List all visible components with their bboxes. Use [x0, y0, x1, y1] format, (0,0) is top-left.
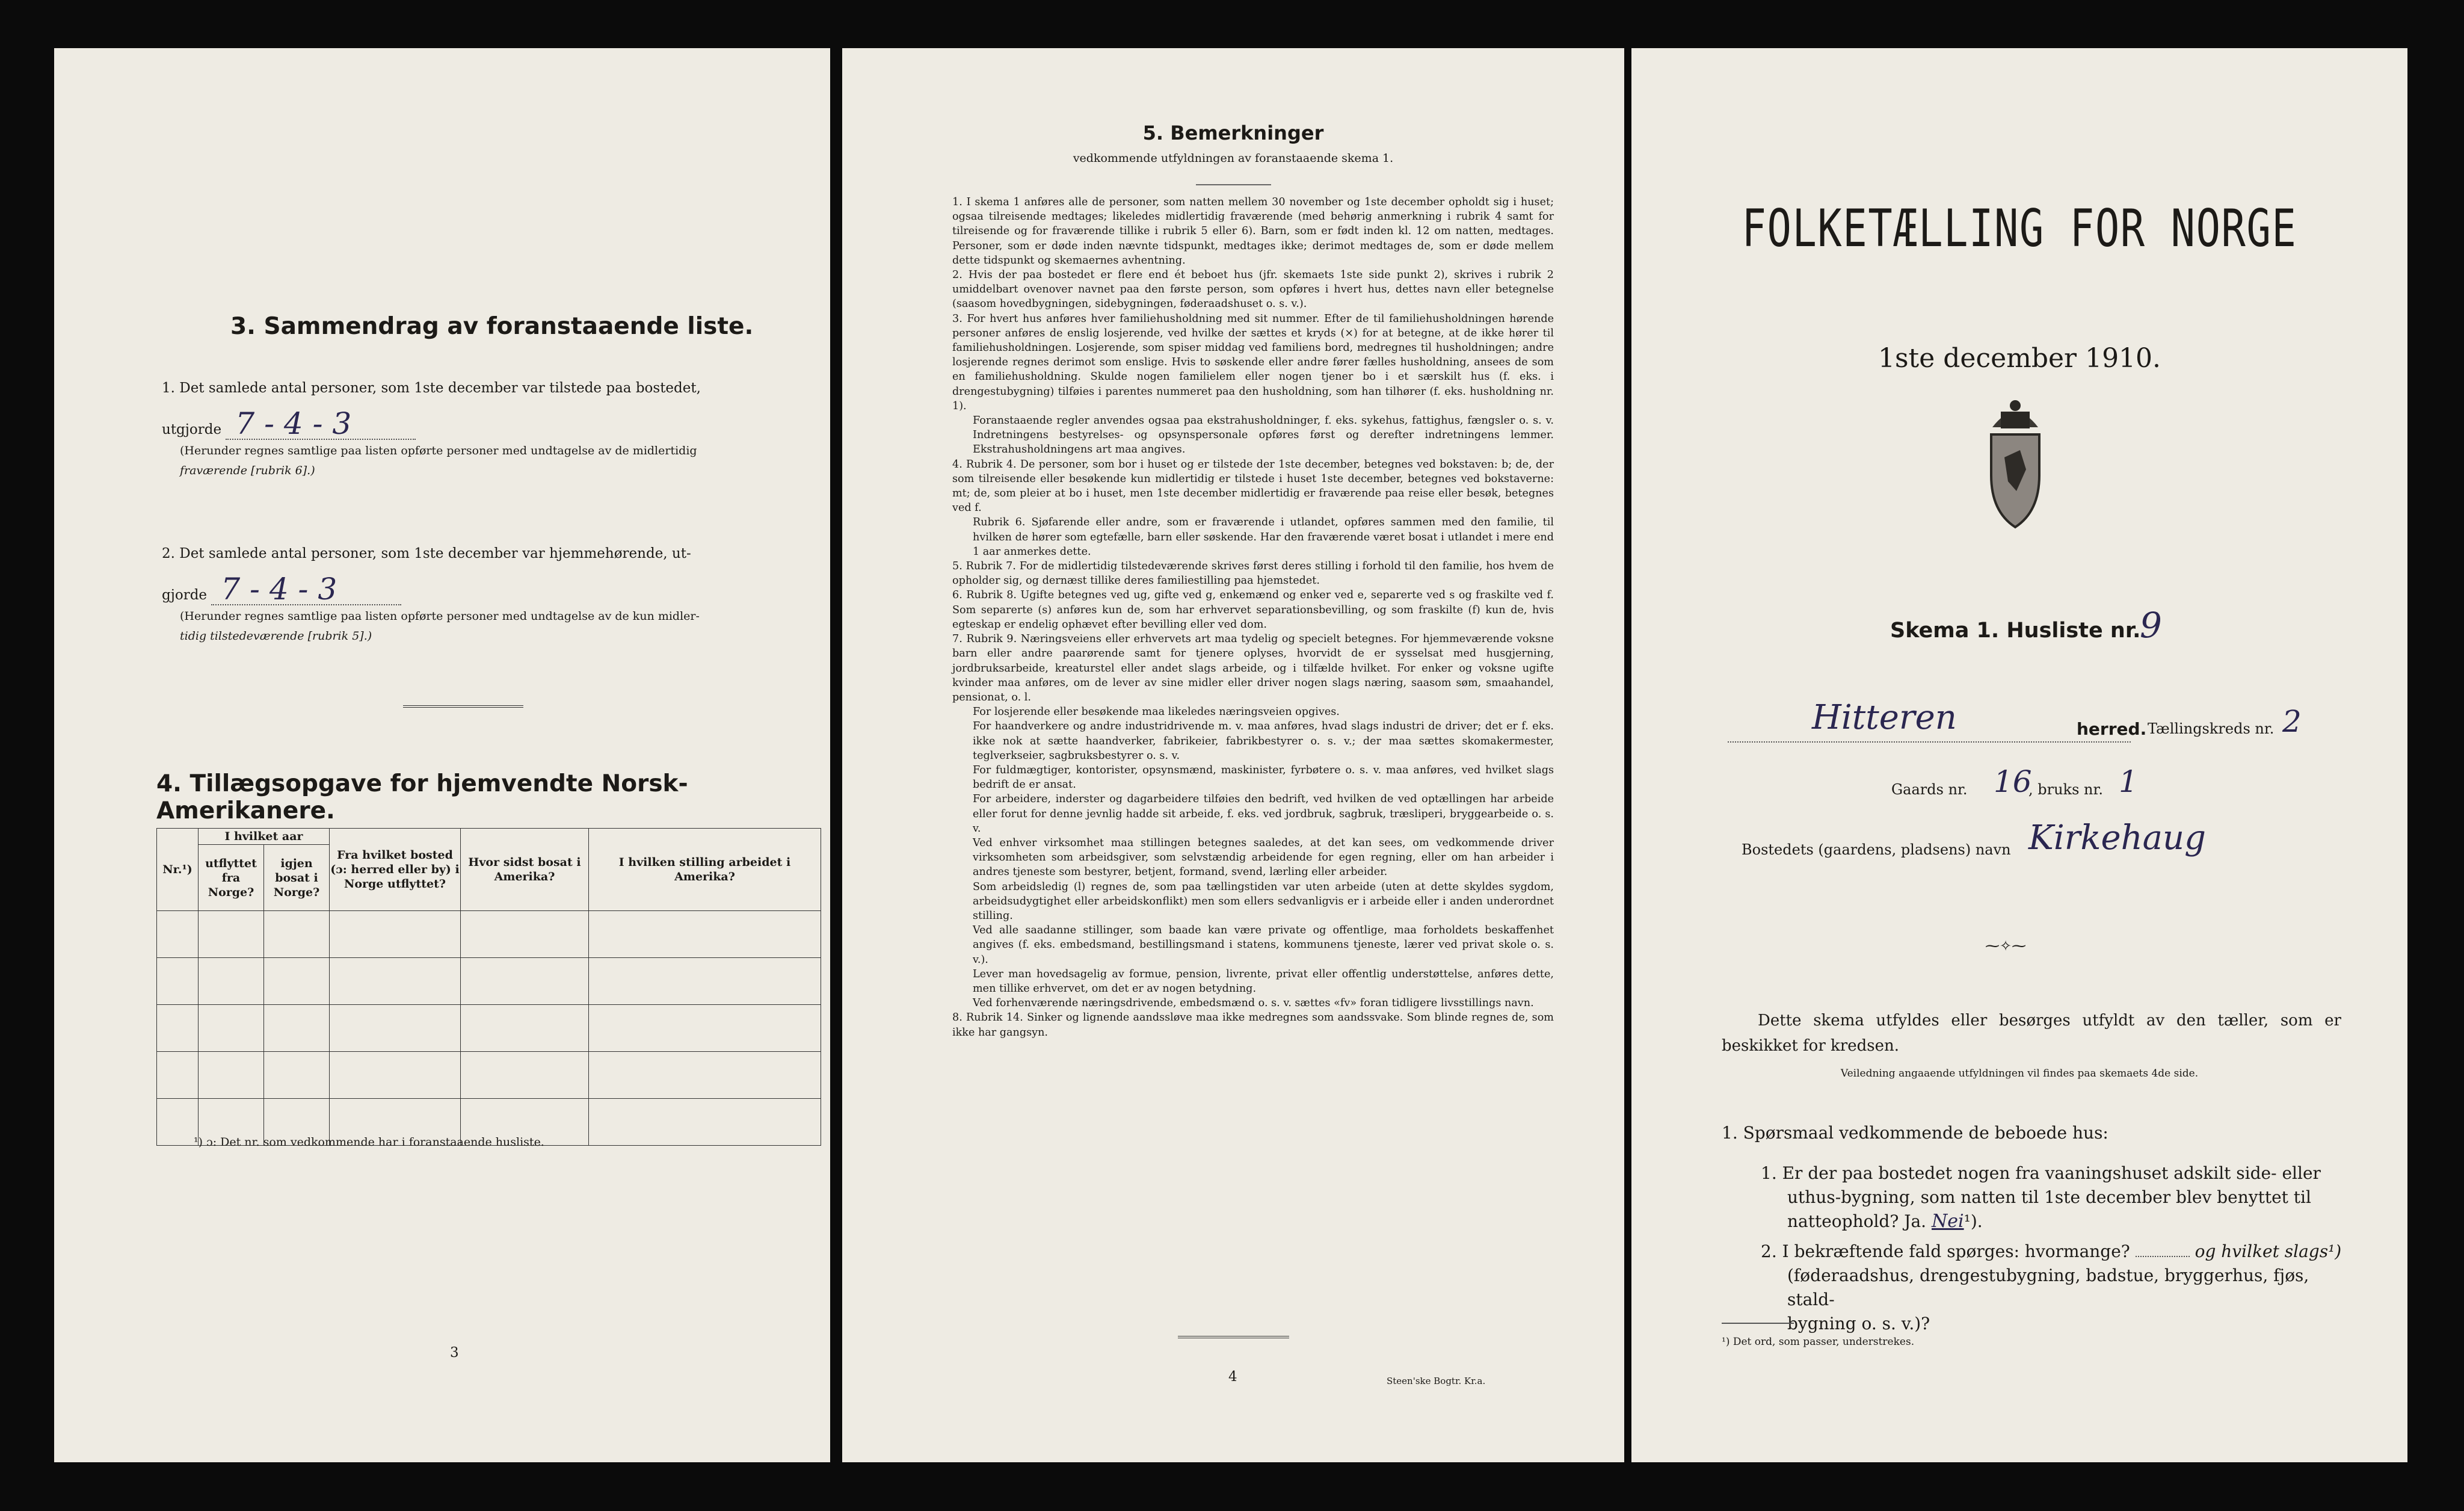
remark-paragraph: 5. Rubrik 7. For de midlertidig tilstedeværende skrives først deres stilling i forhold til den familie, hos hvem de opholder sig, og dernæst tillike deres familiestilling paa hjemstedet. — [952, 560, 1554, 587]
q1-line2: uthus-bygning, som natten til 1ste december blev benyttet til — [1787, 1187, 2311, 1207]
remarks-title: 5. Bemerkninger — [1142, 122, 1324, 144]
footnote: ¹) Det ord, som passer, understrekes. — [1722, 1336, 1915, 1348]
col-nr: Nr.¹) — [157, 829, 199, 911]
table-row — [157, 958, 821, 1005]
gaards-label: Gaards nr. — [1891, 781, 1968, 798]
col-utflyttet: utflyttet fra Norge? — [199, 845, 264, 911]
col-bosted: Fra hvilket bosted (ɔ: herred eller by) i Norge utflyttet? — [330, 829, 461, 911]
section-3-title: 3. Sammendrag av foranstaaende liste. — [230, 313, 754, 340]
q1-answer: Nei — [1932, 1211, 1964, 1232]
item-1-text: 1. Det samlede antal personer, som 1ste december var tilstede paa bostedet, — [162, 380, 701, 396]
remark-paragraph: 2. Hvis der paa bostedet er flere end ét beboet hus (jfr. skemaets 1ste side punkt 2), skrives i rubrik 2 umiddelbart ovenover navnet paa den første person, som opføres i hvert hus, dettes navn eller betegnelse (saasom hovedbygningen, sidebygningen, føderaadshuset o. s. v.). — [952, 269, 1554, 311]
table-row — [157, 911, 821, 958]
remark-paragraph: 8. Rubrik 14. Sinker og lignende aandssløve maa ikke medregnes som aandssvake. Som blinde regnes de, som ikke har gangsyn. — [952, 1012, 1554, 1039]
husliste-value: 9 — [2140, 605, 2162, 646]
question-2 — [1761, 1240, 2347, 1336]
herred-line — [1728, 740, 2131, 743]
coat-of-arms-icon — [1979, 385, 2051, 535]
bruks-value: 1 — [2119, 764, 2138, 799]
item-2-note-line2: tidig tilstedeværende [rubrik 5].) — [180, 629, 372, 643]
section-3-item-1 — [162, 376, 799, 481]
col-igjen-bosat: igjen bosat i Norge? — [264, 845, 330, 911]
col-amerika: Hvor sidst bosat i Amerika? — [461, 829, 589, 911]
questions-header: 1. Spørsmaal vedkommende de beboede hus: — [1722, 1123, 2108, 1143]
remarks-list — [952, 195, 1554, 1040]
divider — [403, 705, 523, 708]
kreds-value: 2 — [2282, 704, 2302, 739]
instructions-note: Veiledning angaaende utfyldningen vil findes paa skemaets 4de side. — [1840, 1068, 2199, 1080]
item-2-prefix: gjorde — [162, 587, 208, 603]
printer-credit: Steen'ske Bogtr. Kr.a. — [1387, 1376, 1486, 1386]
census-date: 1ste december 1910. — [1877, 343, 2161, 374]
norsk-amerikanere-table — [156, 828, 821, 1146]
item-1-value: 7 - 4 - 3 — [226, 409, 416, 440]
census-title: FOLKETÆLLING FOR NORGE — [1742, 199, 2297, 259]
divider — [1722, 1323, 1794, 1324]
remark-paragraph: Som arbeidsledig (l) regnes de, som paa tællingstiden var uten arbeide (uten at dette skyldes sygdom, arbeidsudygtighet eller arbeidskonflikt) men som ellers sedvanligvis er i arbeide eller i anden underordnet stilling. — [973, 880, 1554, 922]
remark-paragraph: Rubrik 6. Sjøfarende eller andre, som er fraværende i utlandet, opføres sammen med den familie, til hvilken de hører som egtefælle, barn eller søskende. Har den fraværende været bosat i utlandet i mere end 1 aar anmerkes dette. — [973, 516, 1554, 558]
col-stilling: I hvilken stilling arbeidet i Amerika? — [589, 829, 821, 911]
divider — [1178, 1336, 1289, 1338]
remark-paragraph: 3. For hvert hus anføres hver familiehusholdning med sit nummer. Efter de til familiehusholdningen hørende personer anføres de enslig losjerende, ved hvilke der sættes et kryds (×) for at betegne, at de ikke hører til familiehusholdningen. Losjerende, som spiser middag ved familiens bord, medregnes til husholdningen; andre losjerende regnes derimot som enslige. Hvis to søskende eller andre fører fælles husholdning, ansees de som en familiehusholdning. Skulde nogen familielem eller nogen tjener bo i et særskilt hus (f. eks. i drengestubygning) tilføies i parentes nummeret paa den husholdning, som han tilhører (f. eks. husholdning nr. 1). — [952, 312, 1554, 412]
item-2-value: 7 - 4 - 3 — [211, 574, 401, 605]
gaards-value: 16 — [1994, 764, 2032, 799]
page-1 — [1631, 48, 2407, 1462]
remark-paragraph: Ved alle saadanne stillinger, som baade kan være private og offentlige, maa forholdets beskaffenhet angives (f. eks. embedsmand, bestillingsmand i statens, kommunens tjeneste, lærer ved privat skole o. s. v.). — [973, 924, 1554, 966]
question-1: 1. Er der paa bostedet nogen fra vaaningshuset adskilt side- eller uthus-bygning, som natten til 1ste december blev benyttet til natteophold? Ja. Nei¹). — [1761, 1161, 2347, 1234]
remark-paragraph: Lever man hovedsagelig av formue, pension, livrente, privat eller offentlig understøttelse, anføres dette, men tillike erhvervet, om det er av nogen betydning. — [973, 968, 1554, 995]
q2-line3: bygning o. s. v.)? — [1787, 1314, 1930, 1333]
remark-paragraph: For haandverkere og andre industridrivende m. v. maa anføres, hvad slags industri de driver; det er f. eks. ikke nok at sætte haandverker, fabrikeier, fabrikbestyrer o. s. v.; der maa sættes skomakermester, teglverkseier, sagbruksbestyrer o. s. v. — [973, 720, 1554, 762]
item-1-note-line2: fraværende [rubrik 6].) — [180, 464, 315, 477]
remark-paragraph: 7. Rubrik 9. Næringsveiens eller erhvervets art maa tydelig og specielt betegnes. For hjemmeværende voksne barn eller andre paarørende samt for tjenere oplyses, hvorvidt de er sysselsat med husgjerning, jordbruksarbeide, kreaturstel eller andet slags arbeide, og i tilfælde hvilket. For enker og voksne ugifte kvinder maa anføres, om de lever av sine midler eller driver nogen slags næring, saasom søm, smaahandel, pensionat, o. l. — [952, 633, 1554, 703]
page-4 — [842, 48, 1624, 1462]
remark-paragraph: For arbeidere, inderster og dagarbeidere tilføies den bedrift, ved hvilken de ved optællingen har arbeide eller forut for denne jevnlig hadde sit arbeide, f. eks. ved jordbruk, sagbruk, træsliperi, bryggearbeide o. s. v. — [973, 793, 1554, 835]
herred-label: herred. — [2077, 719, 2147, 739]
remark-paragraph: For fuldmægtiger, kontorister, opsynsmænd, maskinister, fyrbøtere o. s. v. maa anføres, ved hvilket slags bedrift de er ansat. — [973, 764, 1554, 791]
ornament-icon: ⁓✧⁓ — [1985, 938, 2027, 954]
bosted-label: Bostedets (gaardens, pladsens) navn — [1742, 841, 2011, 858]
table-row — [157, 1052, 821, 1099]
bosted-value: Kirkehaug — [2028, 818, 2206, 857]
page-number: 3 — [450, 1345, 459, 1361]
item-2-note — [162, 607, 799, 646]
herred-value: Hitteren — [1812, 698, 1957, 737]
remark-paragraph: Foranstaaende regler anvendes ogsaa paa ekstrahusholdninger, f. eks. sykehus, fattighus, fængsler o. s. v. Indretningens bestyrelses- og opsynspersonale opføres først og derefter indretningens lemmer. Ekstrahusholdningens art maa angives. — [973, 415, 1554, 456]
remark-paragraph: 4. Rubrik 4. De personer, som bor i huset og er tilstede der 1ste december, betegnes ved bokstaven: b; de, der som tilreisende eller besøkende kun midlertidig er tilstede i huset 1ste december, betegnes ved bokstaverne: mt; de, som pleier at bo i huset, men 1ste december midlertidig er fraværende paa reise eller besøk, betegnes ved f. — [952, 458, 1554, 514]
remark-paragraph: Ved forhenværende næringsdrivende, embedsmænd o. s. v. sættes «fv» foran tidligere livsstillings navn. — [973, 997, 1534, 1010]
item-1-note — [162, 441, 799, 481]
item-1-prefix: utgjorde — [162, 422, 222, 437]
page-3 — [54, 48, 830, 1462]
section-3-item-2 — [162, 542, 799, 646]
page-number: 4 — [1228, 1369, 1237, 1385]
table-row — [157, 1005, 821, 1052]
q1-line3: natteophold? Ja. — [1787, 1211, 1927, 1231]
remark-paragraph: Ved enhver virksomhet maa stillingen betegnes saaledes, at det kan sees, om vedkommende driver virksomheten som arbeidsgiver, som selvstændig arbeidende for egen regning, eller om han arbeider i andres tjeneste som bestyrer, betjent, formand, svend, lærling eller arbeider. — [973, 836, 1554, 879]
item-2-text: 2. Det samlede antal personer, som 1ste december var hjemmehørende, ut- — [162, 546, 691, 561]
q2-line1b: og hvilket slags¹) — [2194, 1241, 2342, 1261]
remark-paragraph: 6. Rubrik 8. Ugifte betegnes ved ug, gifte ved g, enkemænd og enker ved e, separerte ved s og fraskilte ved f. Som separerte (s) anføres kun de, som har erhvervet separationsbevilling, og som fraskilte (f) kun de, hvis egteskap er endelig ophævet efter bevilling eller ved dom. — [952, 589, 1554, 631]
q1-line1: 1. Er der paa bostedet nogen fra vaaningshuset adskilt side- eller — [1761, 1163, 2321, 1183]
remark-paragraph: For losjerende eller besøkende maa likeledes næringsveien opgives. — [973, 706, 1340, 718]
divider — [1196, 184, 1271, 185]
item-1-note-line1: (Herunder regnes samtlige paa listen opførte personer med undtagelse av de midlertidig — [180, 444, 697, 457]
section-4-title: 4. Tillægsopgave for hjemvendte Norsk-Amerikanere. — [156, 770, 688, 824]
remark-paragraph: 1. I skema 1 anføres alle de personer, som natten mellem 30 november og 1ste december opholdt sig i huset; ogsaa tilreisende medtages; likeledes midlertidig fraværende (med behørig anmerkning i rubrik 4 samt for tilreisende og for fraværende tillike i rubrik 5 eller 6). Barn, som er født inden kl. 12 om natten, medtages. Personer, som er døde inden nævnte tidspunkt, medtages ikke; derimot medtages de, som er døde mellem dette tidspunkt og skemaernes avhentning. — [952, 196, 1554, 267]
remarks-subtitle: vedkommende utfyldningen av foranstaaende skema 1. — [1073, 152, 1394, 165]
instructions: Dette skema utfyldes eller besørges utfyldt av den tæller, som er beskikket for kredsen. — [1722, 1012, 2341, 1055]
kreds-label: Tællingskreds nr. — [2148, 720, 2275, 737]
item-2-note-line1: (Herunder regnes samtlige paa listen opførte personer med undtagelse av de kun midler- — [180, 610, 700, 623]
bruks-label: , bruks nr. — [2028, 781, 2103, 798]
q2-line1: 2. I bekræftende fald spørges: hvormange? — [1761, 1241, 2130, 1261]
table-footnote: ¹) ɔ: Det nr. som vedkommende har i foranstaaende husliste. — [194, 1136, 544, 1149]
col-group-year: I hvilket aar — [199, 829, 330, 845]
schema-label: Skema 1. Husliste nr. — [1890, 619, 2141, 643]
q2-line2: (føderaadshus, drengestubygning, badstue, bryggerhus, fjøs, stald- — [1787, 1265, 2309, 1309]
